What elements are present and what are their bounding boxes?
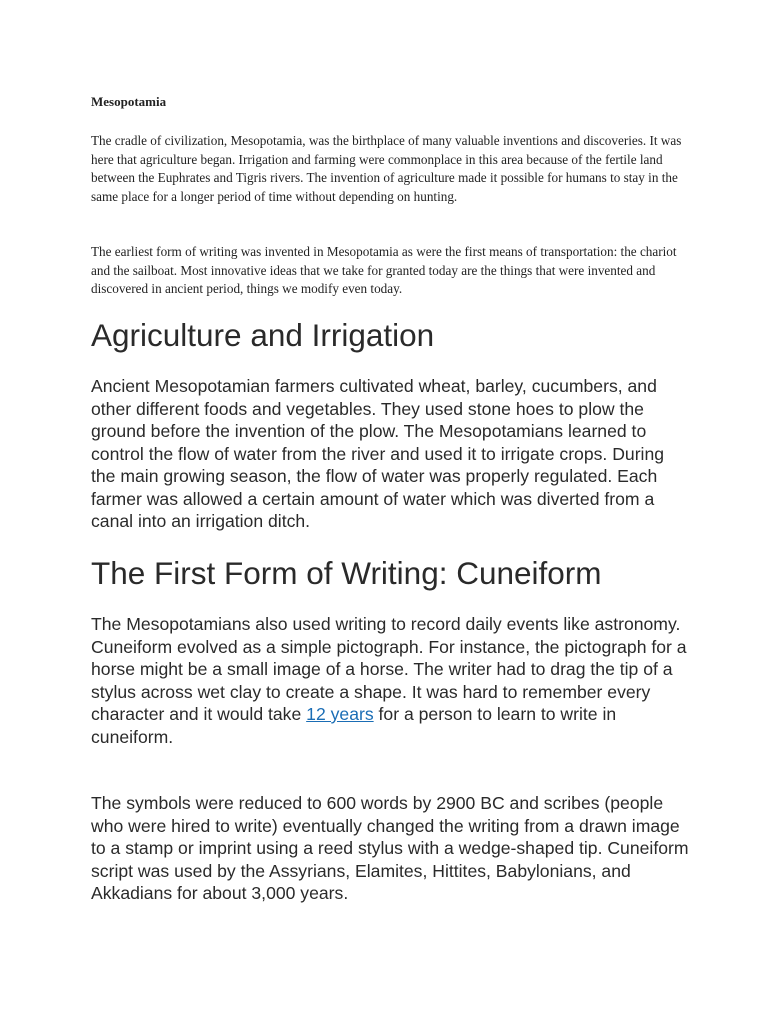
- section-heading-cuneiform: The First Form of Writing: Cuneiform: [91, 555, 602, 591]
- intro-paragraph-1: The cradle of civilization, Mesopotamia, was the birthplace of many valuable inventions and discoveries. It was here that agriculture began. Irrigation and farming were commonplace in this area because of the fertile land between the Euphrates and Tigris rivers. The invention of agriculture made it possible for humans to stay in the same place for a longer period of time without depending on hunting.: [91, 133, 682, 204]
- cuneiform-paragraph-1: [91, 613, 691, 748]
- twelve-years-link[interactable]: 12 years: [306, 704, 374, 724]
- cuneiform-text-before-link: The Mesopotamians also used writing to record daily events like astronomy. Cuneiform evolved as a simple pictograph. For instance, the pictograph for a horse might be a small image of a horse. The writer had to drag the tip of a stylus across wet clay to create a shape. It was hard to remember every character and it would take: [91, 614, 687, 724]
- cuneiform-text-after-link: for a person to learn to write in cuneiform.: [91, 704, 617, 747]
- cuneiform-paragraph-2: The symbols were reduced to 600 words by 2900 BC and scribes (people who were hired to write) eventually changed the writing from a drawn image to a stamp or imprint using a reed stylus with a wedge-shaped tip. Cuneiform script was used by the Assyrians, Elamites, Hittites, Babylonians, and Akkadians for about 3,000 years.: [91, 793, 689, 903]
- intro-paragraph-2: The earliest form of writing was invented in Mesopotamia as were the first means of transportation: the chariot and the sailboat. Most innovative ideas that we take for granted today are the things that were invented and discovered in ancient period, things we modify even today.: [91, 244, 677, 297]
- section-heading-agriculture: Agriculture and Irrigation: [91, 317, 435, 353]
- agriculture-paragraph: Ancient Mesopotamian farmers cultivated wheat, barley, cucumbers, and other different foods and vegetables. They used stone hoes to plow the ground before the invention of the plow. The Mesopotamians learned to control the flow of water from the river and used it to irrigate crops. During the main growing season, the flow of water was properly regulated. Each farmer was allowed a certain amount of water which was diverted from a canal into an irrigation ditch.: [91, 376, 665, 531]
- document-title: Mesopotamia: [91, 94, 167, 109]
